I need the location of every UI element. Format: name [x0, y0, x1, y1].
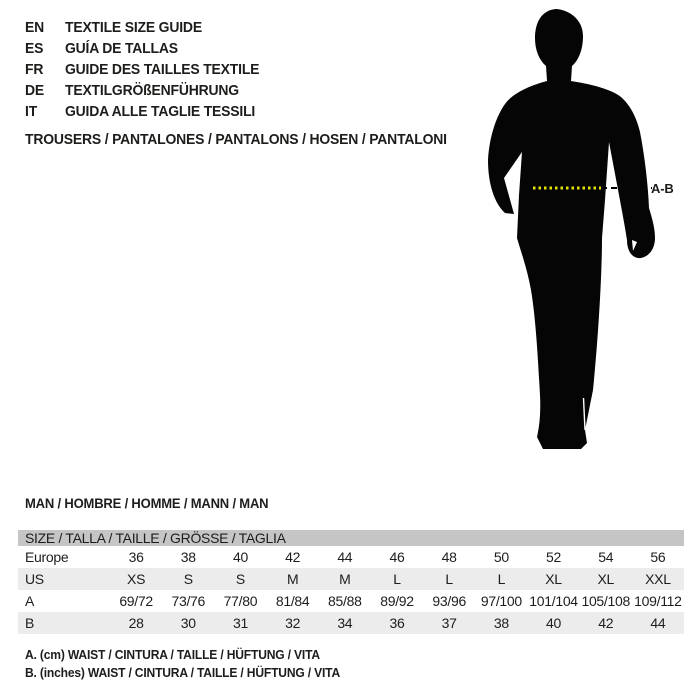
- size-cell: 54: [598, 549, 614, 565]
- language-code: DE: [25, 82, 45, 99]
- size-cell: M: [286, 571, 299, 587]
- language-label: GUIDA ALLE TAGLIE TESSILI: [64, 103, 256, 120]
- size-cell: 36: [389, 615, 405, 631]
- size-table: [18, 530, 684, 634]
- language-row: [25, 101, 259, 122]
- size-cell: 93/96: [432, 593, 466, 609]
- size-cell: 34: [337, 615, 353, 631]
- language-label: TEXTILE SIZE GUIDE: [64, 19, 202, 36]
- table-row: [18, 590, 684, 612]
- size-cell: 44: [337, 549, 353, 565]
- size-cell: 105/108: [581, 593, 630, 609]
- language-label: GUÍA DE TALLAS: [64, 40, 178, 57]
- language-row: [25, 59, 259, 80]
- language-row: [25, 80, 259, 101]
- table-row: [18, 546, 684, 568]
- language-label: GUIDE DES TAILLES TEXTILE: [64, 61, 260, 78]
- row-label: US: [25, 571, 44, 587]
- size-cell: 73/76: [171, 593, 206, 609]
- size-cell: 42: [598, 615, 614, 631]
- size-cell: L: [393, 571, 401, 587]
- size-cell: S: [235, 571, 245, 587]
- language-row: [25, 38, 259, 59]
- size-cell: 97/100: [480, 593, 522, 609]
- table-row: [18, 612, 684, 634]
- size-cell: S: [183, 571, 193, 587]
- footnote-b: B. (inches) WAIST / CINTURA / TAILLE / HÜFTUNG / VITA: [25, 665, 341, 680]
- size-cell: L: [445, 571, 453, 587]
- table-row: [18, 568, 684, 590]
- size-cell: 40: [546, 615, 562, 631]
- size-cell: 50: [493, 549, 509, 565]
- language-label: TEXTILGRÖßENFÜHRUNG: [64, 82, 239, 99]
- row-label: Europe: [25, 549, 69, 565]
- footnotes: [25, 646, 364, 682]
- language-code: FR: [25, 61, 44, 78]
- size-table-header: SIZE / TALLA / TAILLE / GRÖSSE / TAGLIA: [18, 530, 684, 546]
- size-cell: 46: [389, 549, 405, 565]
- size-cell: 44: [650, 615, 666, 631]
- size-cell: 37: [441, 615, 457, 631]
- size-cell: 56: [650, 549, 666, 565]
- size-cell: 52: [546, 549, 562, 565]
- size-cell: 38: [180, 549, 196, 565]
- size-cell: 42: [285, 549, 301, 565]
- section-heading: MAN / HOMBRE / HOMME / MANN / MAN: [25, 495, 269, 511]
- size-cell: XS: [127, 571, 146, 587]
- size-cell: 81/84: [275, 593, 310, 609]
- size-cell: 40: [232, 549, 248, 565]
- size-cell: M: [339, 571, 351, 587]
- size-cell: 30: [180, 615, 196, 631]
- language-code: IT: [25, 103, 38, 120]
- size-cell: XXL: [645, 571, 671, 587]
- size-cell: 28: [128, 615, 144, 631]
- size-table-rows: [18, 546, 684, 634]
- size-cell: L: [497, 571, 506, 587]
- footnote-a: A. (cm) WAIST / CINTURA / TAILLE / HÜFTUNG / VITA: [25, 647, 320, 662]
- size-cell: 36: [128, 549, 144, 565]
- man-silhouette: [488, 9, 655, 449]
- size-cell: 89/92: [380, 593, 414, 609]
- size-cell: 69/72: [119, 593, 153, 609]
- language-code: EN: [25, 19, 45, 36]
- size-cell: 77/80: [223, 593, 258, 609]
- row-label: A: [25, 593, 35, 609]
- language-row: [25, 17, 259, 38]
- language-code: ES: [25, 40, 44, 57]
- size-cell: 85/88: [328, 593, 362, 609]
- size-cell: 101/104: [529, 593, 578, 609]
- size-cell: XL: [545, 571, 562, 587]
- measure-label: A-B: [651, 181, 674, 196]
- language-list: [25, 17, 277, 122]
- size-cell: 48: [441, 549, 457, 565]
- row-label: B: [25, 615, 35, 631]
- size-cell: 31: [232, 615, 248, 631]
- size-cell: 38: [493, 615, 509, 631]
- size-cell: 109/112: [634, 593, 682, 609]
- size-cell: 32: [285, 615, 301, 631]
- size-cell: XL: [597, 571, 614, 587]
- garment-heading: TROUSERS / PANTALONES / PANTALONS / HOSEN / PANTALONI: [25, 131, 447, 148]
- man-silhouette-figure: [450, 0, 700, 470]
